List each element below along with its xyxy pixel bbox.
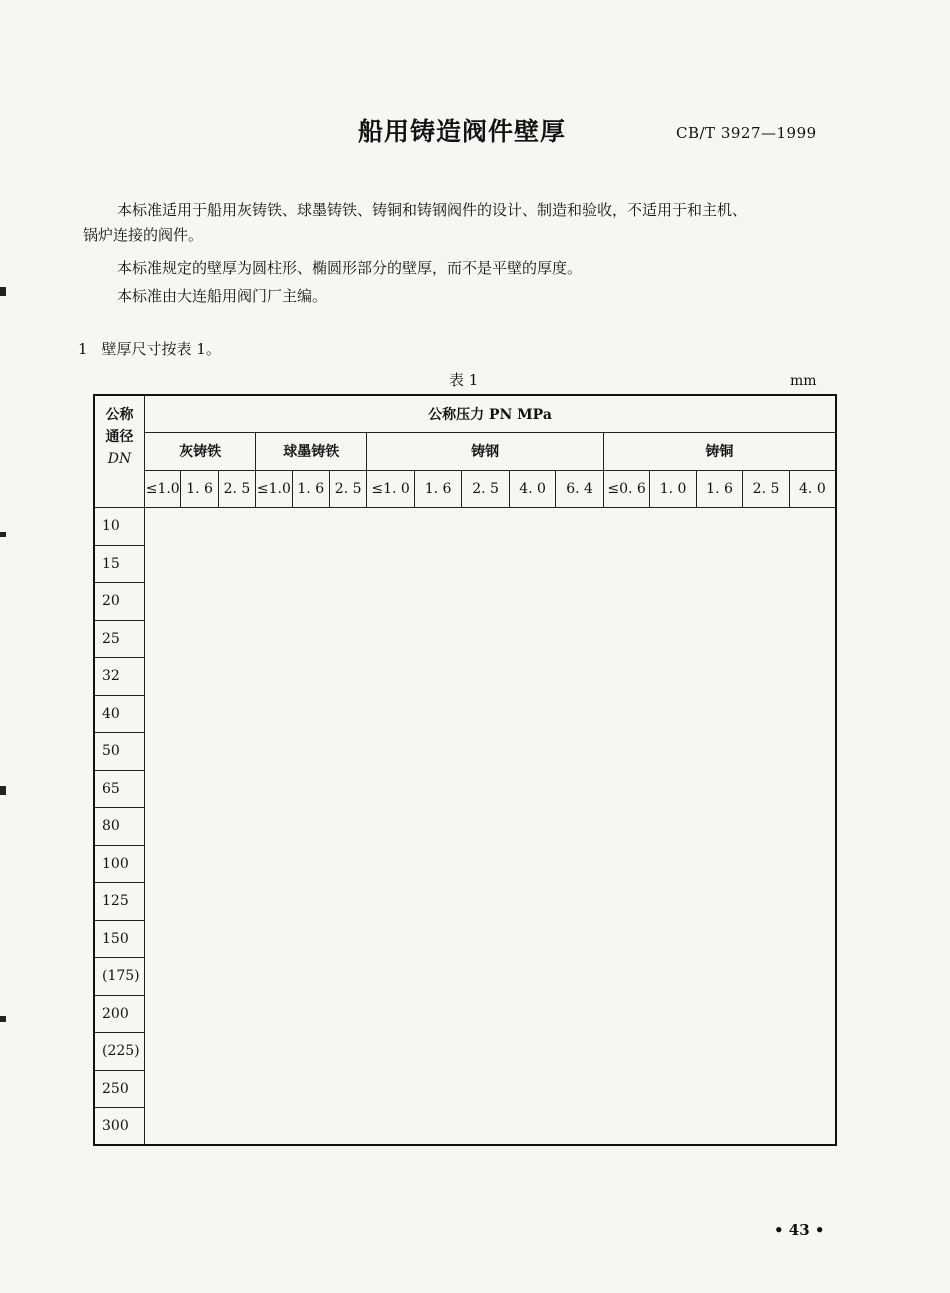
dn-cell: 20 [94,583,145,621]
intro-paragraph-3: 本标准由大连船用阀门厂主编。 [117,287,328,305]
table-row [94,1070,836,1108]
pn-column-header: 2. 5 [462,470,510,508]
table-row [94,583,836,621]
pn-column-header: ≤1. 0 [367,470,415,508]
dn-cell: 300 [94,1108,145,1146]
dn-cell: 150 [94,920,145,958]
pn-column-header: 1. 0 [650,470,696,508]
dn-header-line: 公称 [105,407,134,423]
table-row [94,995,836,1033]
table-row [94,1108,836,1146]
dn-cell: 65 [94,770,145,808]
material-group-header: 灰铸铁 [145,433,256,471]
scan-edge-mark [0,532,6,537]
pressure-group-header: 公称压力 PN MPa [145,395,836,433]
pn-column-header: 1. 6 [696,470,742,508]
pn-column-header: 1. 6 [292,470,329,508]
scan-edge-mark [0,287,6,296]
table-row [94,545,836,583]
pn-column-header: ≤0. 6 [603,470,649,508]
pn-column-header: 2. 5 [743,470,789,508]
dn-cell: 125 [94,883,145,921]
material-group-header: 铸铜 [603,433,836,471]
table-row [94,883,836,921]
table-caption: 表 1 [449,371,479,389]
table-row [94,508,836,546]
dn-cell: 50 [94,733,145,771]
dn-cell: 100 [94,845,145,883]
dn-header-line: 通径 [105,429,134,445]
dn-cell: 40 [94,695,145,733]
pn-column-header: 2. 5 [218,470,255,508]
dn-cell: 10 [94,508,145,546]
table-row [94,845,836,883]
table-header-row [94,395,836,433]
table-header-row [94,470,836,508]
clause-number: 1 [78,340,88,358]
dn-cell: 15 [94,545,145,583]
dn-cell: 80 [94,808,145,846]
dn-cell: 250 [94,1070,145,1108]
scan-edge-mark [0,786,6,795]
intro-paragraph-1-line-2: 锅炉连接的阀件。 [83,226,204,244]
dn-header-line: DN [107,451,132,467]
clause-text: 壁厚尺寸按表 1。 [101,340,221,358]
pn-column-header: 1. 6 [414,470,462,508]
dn-cell: 32 [94,658,145,696]
scan-edge-mark [0,1016,6,1022]
table-row [94,1033,836,1071]
wall-thickness-table [93,394,837,1146]
dn-cell: 200 [94,995,145,1033]
table-unit: mm [790,373,817,389]
material-group-header: 铸钢 [367,433,603,471]
material-group-header: 球墨铸铁 [256,433,367,471]
dn-cell: 25 [94,620,145,658]
intro-paragraph-1-line-1: 本标准适用于船用灰铸铁、球墨铸铁、铸铜和铸钢阀件的设计、制造和验收，不适用于和主机、 [117,201,748,219]
document-title: 船用铸造阀件壁厚 [358,117,567,146]
clause-1 [78,338,221,359]
pn-column-header: ≤1.0 [145,470,181,508]
page-number: • 43 • [774,1221,825,1239]
intro-paragraph-2: 本标准规定的壁厚为圆柱形、椭圆形部分的壁厚，而不是平壁的厚度。 [117,259,583,277]
table-header-row [94,433,836,471]
pn-column-header: 4. 0 [509,470,555,508]
pn-column-header: 4. 0 [789,470,836,508]
table-row [94,920,836,958]
dn-cell: (175) [94,958,145,996]
table-row [94,695,836,733]
pn-column-header: ≤1.0 [256,470,292,508]
standard-code: CB/T 3927—1999 [676,124,817,142]
table-row [94,658,836,696]
dn-column-header [94,395,145,508]
table-row [94,733,836,771]
dn-cell: (225) [94,1033,145,1071]
table-row [94,958,836,996]
pn-column-header: 2. 5 [329,470,366,508]
pn-column-header: 1. 6 [181,470,218,508]
table-row [94,620,836,658]
pn-column-header: 6. 4 [556,470,604,508]
table-row [94,808,836,846]
table-row [94,770,836,808]
